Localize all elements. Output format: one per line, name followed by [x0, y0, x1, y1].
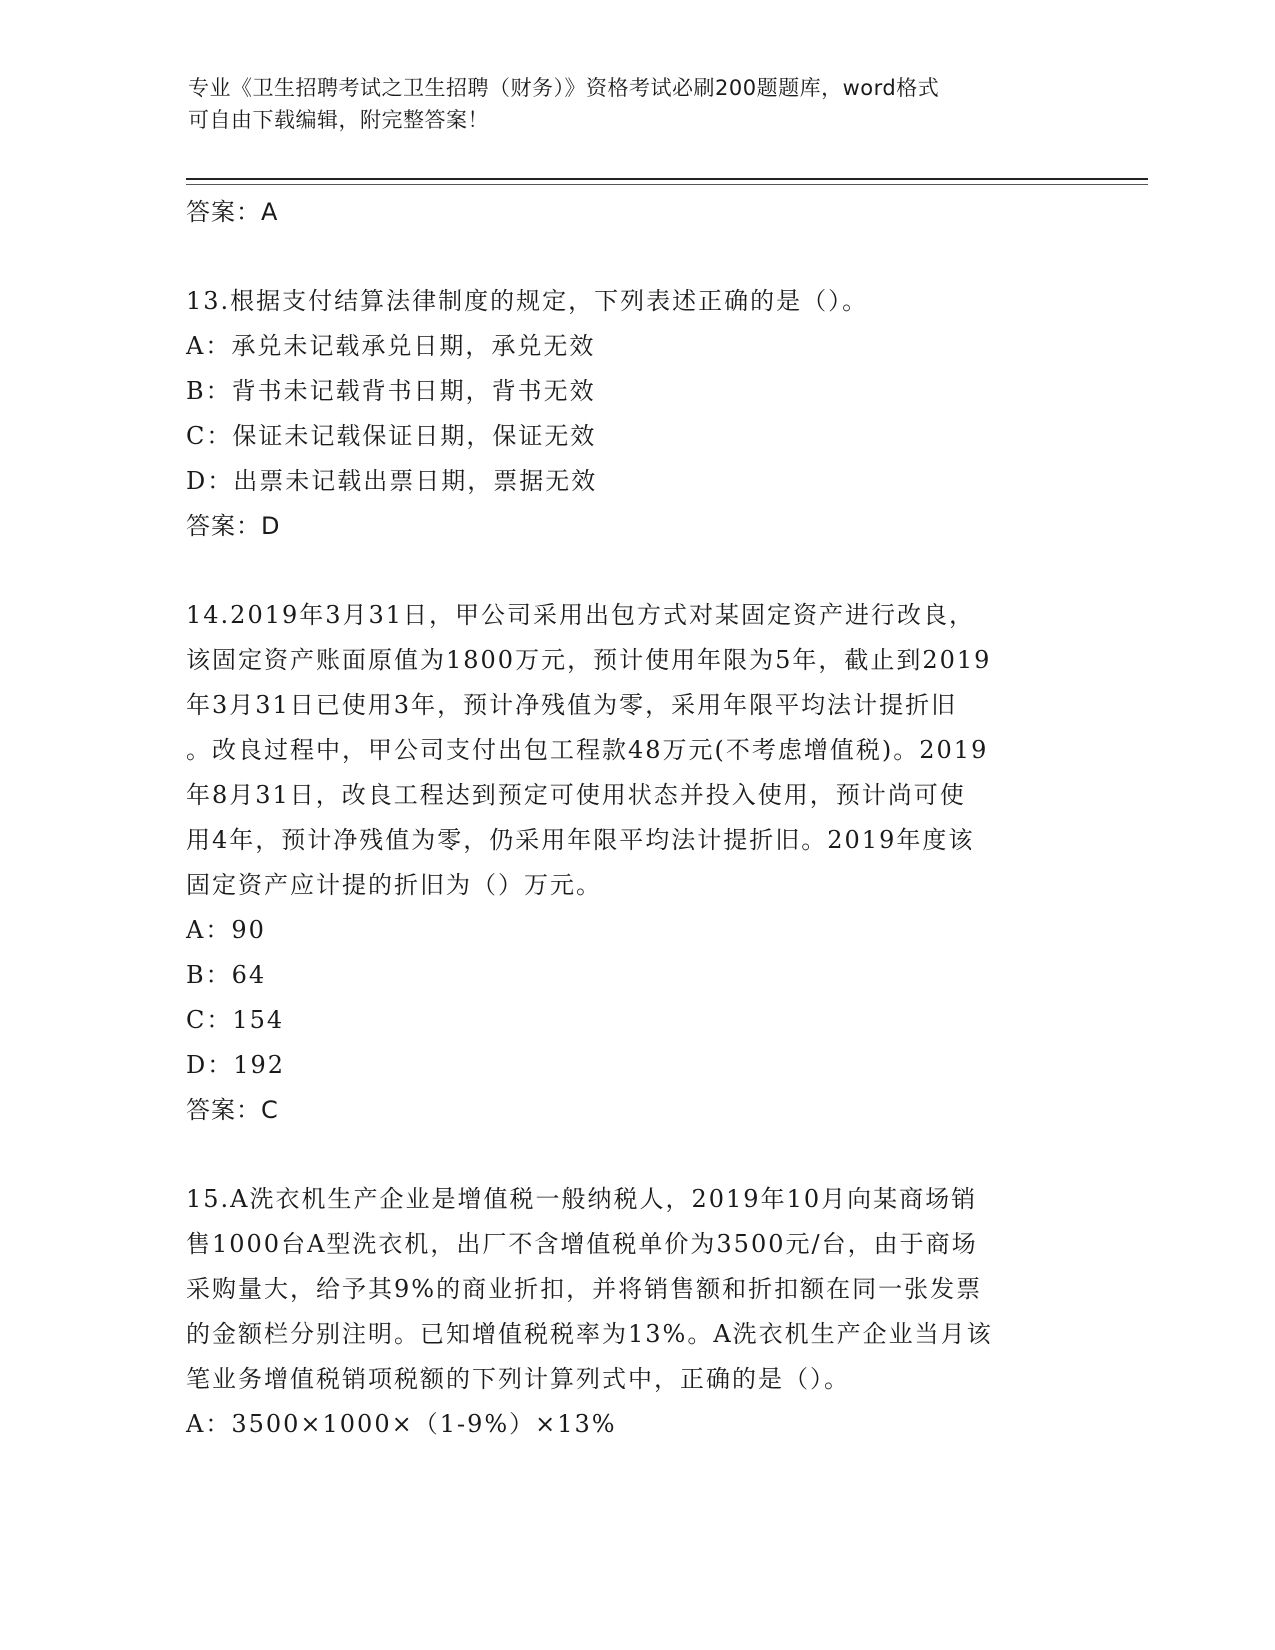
- option-d: D：192: [186, 1051, 286, 1079]
- option-c: C：154: [186, 1006, 285, 1034]
- document-header: [188, 72, 1068, 136]
- answer-label: 答案：C: [186, 1096, 279, 1124]
- option-a: A：承兑未记载承兑日期，承兑无效: [186, 332, 596, 360]
- question-14: [186, 593, 1086, 1133]
- header-divider-thick: [186, 178, 1148, 180]
- question-15: [186, 1177, 1086, 1447]
- answer-label: 答案：D: [186, 512, 281, 540]
- question-stem-line: 的金额栏分别注明。已知增值税税率为13%。A洗衣机生产企业当月该: [186, 1320, 993, 1348]
- question-stem-line: 13.根据支付结算法律制度的规定，下列表述正确的是（）。: [186, 287, 869, 315]
- question-stem-line: 采购量大，给予其9%的商业折扣，并将销售额和折扣额在同一张发票: [186, 1275, 983, 1303]
- question-stem-line: 年3月31日已使用3年，预计净残值为零，采用年限平均法计提折旧: [186, 691, 958, 719]
- header-line-2: 可自由下载编辑，附完整答案！: [188, 108, 489, 132]
- question-stem-line: 该固定资产账面原值为1800万元，预计使用年限为5年，截止到2019: [186, 646, 992, 674]
- question-stem-line: 年8月31日，改良工程达到预定可使用状态并投入使用，预计尚可使: [186, 781, 966, 809]
- spacer: [186, 235, 1086, 279]
- option-a: A：90: [186, 916, 266, 944]
- option-b: B：背书未记载背书日期，背书无效: [186, 377, 596, 405]
- option-b: B：64: [186, 961, 267, 989]
- spacer: [186, 549, 1086, 593]
- question-stem-line: 。改良过程中，甲公司支付出包工程款48万元(不考虑增值税)。2019: [186, 736, 989, 764]
- answer-label: 答案：A: [186, 198, 279, 226]
- spacer: [186, 1133, 1086, 1177]
- question-stem-line: 14.2019年3月31日，甲公司采用出包方式对某固定资产进行改良，: [186, 601, 976, 629]
- question-stem-line: 笔业务增值税销项税额的下列计算列式中，正确的是（）。: [186, 1365, 850, 1393]
- question-stem-line: 用4年，预计净残值为零，仍采用年限平均法计提折旧。2019年度该: [186, 826, 975, 854]
- question-13: [186, 279, 1086, 549]
- question-stem-line: 15.A洗衣机生产企业是增值税一般纳税人，2019年10月向某商场销: [186, 1185, 978, 1213]
- header-divider-thin: [186, 184, 1148, 185]
- option-c: C：保证未记载保证日期，保证无效: [186, 422, 597, 450]
- option-d: D：出票未记载出票日期，票据无效: [186, 467, 598, 495]
- question-stem-line: 售1000台A型洗衣机，出厂不含增值税单价为3500元/台，由于商场: [186, 1230, 978, 1258]
- header-line-1: 专业《卫生招聘考试之卫生招聘（财务）》资格考试必刷200题题库，word格式: [188, 76, 940, 100]
- option-a: A：3500×1000×（1-9%）×13%: [186, 1410, 617, 1438]
- question-stem-line: 固定资产应计提的折旧为（）万元。: [186, 871, 602, 899]
- document-body: [186, 190, 1086, 1447]
